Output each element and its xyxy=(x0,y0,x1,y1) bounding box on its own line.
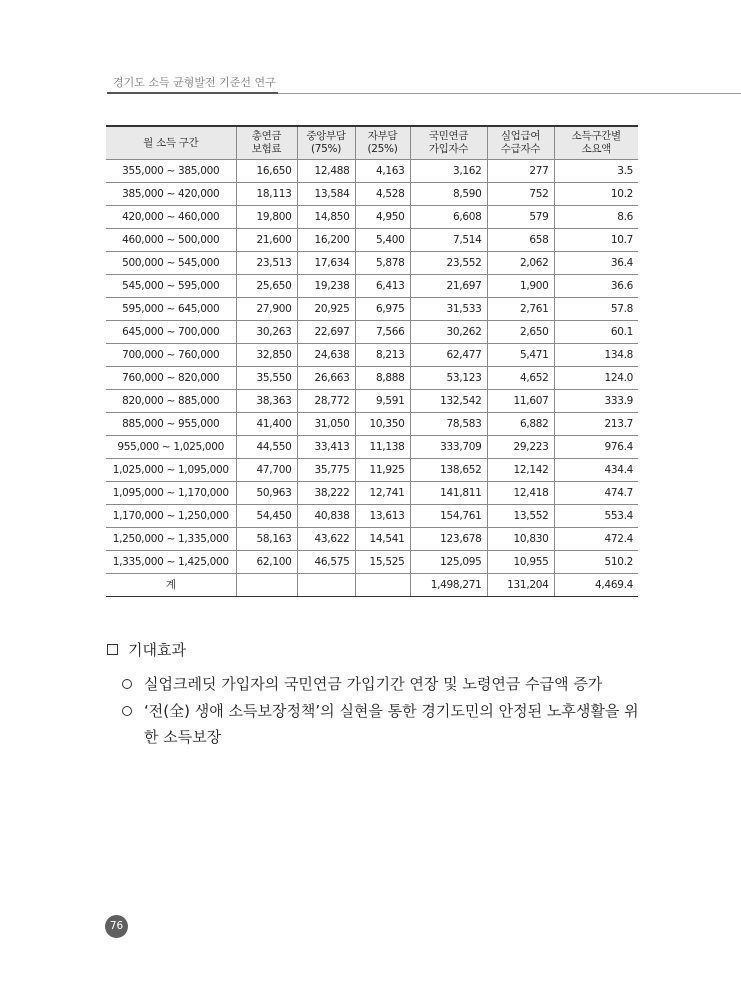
table-row xyxy=(106,160,638,183)
table-cell: 12,741 xyxy=(355,482,410,505)
column-header xyxy=(236,126,297,160)
column-header-line: (25%) xyxy=(367,143,398,155)
table-cell: 5,878 xyxy=(355,252,410,275)
income-range-cell: 1,025,000 ~ 1,095,000 xyxy=(106,459,236,482)
table-cell: 11,138 xyxy=(355,436,410,459)
header-rule xyxy=(278,93,741,94)
column-header-line: 중앙부담 xyxy=(306,130,346,142)
table-cell: 14,850 xyxy=(297,206,355,229)
table-cell: 124.0 xyxy=(554,367,638,390)
income-range-cell: 1,250,000 ~ 1,335,000 xyxy=(106,528,236,551)
table-cell: 579 xyxy=(487,206,554,229)
total-label: 계 xyxy=(106,574,236,597)
running-header: 경기도 소득 균형발전 기준선 연구 xyxy=(113,76,276,89)
table-cell: 277 xyxy=(487,160,554,183)
table-cell: 4,528 xyxy=(355,183,410,206)
header-rule-accent xyxy=(107,92,278,94)
table-row xyxy=(106,459,638,482)
income-range-cell: 595,000 ~ 645,000 xyxy=(106,298,236,321)
column-header xyxy=(487,126,554,160)
table-cell: 30,263 xyxy=(236,321,297,344)
table-header-row xyxy=(106,126,638,160)
table-cell: 32,850 xyxy=(236,344,297,367)
column-header-line: 소요액 xyxy=(581,143,612,155)
table-cell: 20,925 xyxy=(297,298,355,321)
table-row xyxy=(106,551,638,574)
table-cell: 60.1 xyxy=(554,321,638,344)
section-title: 기대효과 xyxy=(128,641,186,659)
column-header-line: 총연금 xyxy=(251,130,282,142)
column-header xyxy=(554,126,638,160)
table-cell: 1,900 xyxy=(487,275,554,298)
table-cell: 22,697 xyxy=(297,321,355,344)
income-range-cell: 885,000 ~ 955,000 xyxy=(106,413,236,436)
table-row xyxy=(106,252,638,275)
table-cell: 47,700 xyxy=(236,459,297,482)
table-cell: 6,882 xyxy=(487,413,554,436)
table-cell: 14,541 xyxy=(355,528,410,551)
table-cell: 21,600 xyxy=(236,229,297,252)
table-cell: 12,488 xyxy=(297,160,355,183)
table-cell: 5,471 xyxy=(487,344,554,367)
income-range-cell: 1,335,000 ~ 1,425,000 xyxy=(106,551,236,574)
column-header-line: 가입자수 xyxy=(428,143,469,155)
table-row xyxy=(106,206,638,229)
column-header xyxy=(297,126,355,160)
table-cell: 24,638 xyxy=(297,344,355,367)
table-cell: 27,900 xyxy=(236,298,297,321)
income-range-cell: 760,000 ~ 820,000 xyxy=(106,367,236,390)
table-row xyxy=(106,528,638,551)
column-header xyxy=(410,126,487,160)
table-cell: 35,550 xyxy=(236,367,297,390)
column-header xyxy=(355,126,410,160)
table-body xyxy=(106,160,638,597)
table-cell: 28,772 xyxy=(297,390,355,413)
total-cell xyxy=(297,574,355,597)
table-cell: 6,413 xyxy=(355,275,410,298)
table-cell: 62,477 xyxy=(410,344,487,367)
table-cell: 23,552 xyxy=(410,252,487,275)
bullet-item xyxy=(122,698,644,750)
table-cell: 2,062 xyxy=(487,252,554,275)
table-cell: 23,513 xyxy=(236,252,297,275)
table-cell: 36.4 xyxy=(554,252,638,275)
column-header-line: 수급자수 xyxy=(500,143,541,155)
table-row xyxy=(106,505,638,528)
table-cell: 46,575 xyxy=(297,551,355,574)
table-cell: 11,925 xyxy=(355,459,410,482)
total-cell xyxy=(355,574,410,597)
table-cell: 134.8 xyxy=(554,344,638,367)
table-cell: 10.2 xyxy=(554,183,638,206)
table-cell: 658 xyxy=(487,229,554,252)
table-cell: 13,552 xyxy=(487,505,554,528)
column-header-line: (75%) xyxy=(310,143,342,155)
income-bracket-table xyxy=(106,125,638,597)
table-cell: 38,363 xyxy=(236,390,297,413)
column-header-line: 보험료 xyxy=(251,143,282,155)
table-cell: 4,950 xyxy=(355,206,410,229)
table-cell: 7,566 xyxy=(355,321,410,344)
table-cell: 10.7 xyxy=(554,229,638,252)
table-cell: 29,223 xyxy=(487,436,554,459)
table-cell: 31,533 xyxy=(410,298,487,321)
table-cell: 38,222 xyxy=(297,482,355,505)
column-header-line: 월 소득 구간 xyxy=(143,136,199,149)
table-cell: 510.2 xyxy=(554,551,638,574)
table-cell: 26,663 xyxy=(297,367,355,390)
table-cell: 474.7 xyxy=(554,482,638,505)
table-cell: 33,413 xyxy=(297,436,355,459)
income-range-cell: 355,000 ~ 385,000 xyxy=(106,160,236,183)
table-cell: 8,590 xyxy=(410,183,487,206)
table-cell: 10,955 xyxy=(487,551,554,574)
column-header xyxy=(106,126,236,160)
table-cell: 78,583 xyxy=(410,413,487,436)
table-cell: 8,888 xyxy=(355,367,410,390)
circle-bullet-icon xyxy=(122,679,132,689)
table-cell: 154,761 xyxy=(410,505,487,528)
table-cell: 53,123 xyxy=(410,367,487,390)
table-cell: 141,811 xyxy=(410,482,487,505)
income-range-cell: 955,000 ~ 1,025,000 xyxy=(106,436,236,459)
income-range-cell: 645,000 ~ 700,000 xyxy=(106,321,236,344)
table-cell: 54,450 xyxy=(236,505,297,528)
table-cell: 41,400 xyxy=(236,413,297,436)
table-cell: 4,652 xyxy=(487,367,554,390)
table-row xyxy=(106,183,638,206)
income-range-cell: 385,000 ~ 420,000 xyxy=(106,183,236,206)
table-row xyxy=(106,436,638,459)
circle-bullet-icon xyxy=(122,706,132,716)
page-number: 76 xyxy=(105,915,128,938)
table-cell: 13,613 xyxy=(355,505,410,528)
table-cell: 30,262 xyxy=(410,321,487,344)
table-cell: 2,761 xyxy=(487,298,554,321)
column-header-line: 국민연금 xyxy=(428,130,469,142)
square-bullet-icon xyxy=(107,644,118,655)
table-cell: 62,100 xyxy=(236,551,297,574)
table-cell: 4,163 xyxy=(355,160,410,183)
table-cell: 333,709 xyxy=(410,436,487,459)
column-header-line: 소득구간별 xyxy=(571,130,621,142)
table-row xyxy=(106,390,638,413)
table-cell: 15,525 xyxy=(355,551,410,574)
table-cell: 50,963 xyxy=(236,482,297,505)
table-cell: 10,350 xyxy=(355,413,410,436)
total-cell: 1,498,271 xyxy=(410,574,487,597)
table-cell: 12,142 xyxy=(487,459,554,482)
table-cell: 44,550 xyxy=(236,436,297,459)
table-cell: 434.4 xyxy=(554,459,638,482)
income-range-cell: 420,000 ~ 460,000 xyxy=(106,206,236,229)
table-cell: 752 xyxy=(487,183,554,206)
table-cell: 2,650 xyxy=(487,321,554,344)
table-cell: 19,238 xyxy=(297,275,355,298)
income-range-cell: 700,000 ~ 760,000 xyxy=(106,344,236,367)
section-heading xyxy=(107,639,186,660)
table-cell: 19,800 xyxy=(236,206,297,229)
income-range-cell: 1,170,000 ~ 1,250,000 xyxy=(106,505,236,528)
table-cell: 213.7 xyxy=(554,413,638,436)
bullet-text: 실업크레딧 가입자의 국민연금 가입기간 연장 및 노령연금 수급액 증가 xyxy=(144,675,603,693)
income-range-cell: 500,000 ~ 545,000 xyxy=(106,252,236,275)
table-cell: 472.4 xyxy=(554,528,638,551)
total-cell xyxy=(236,574,297,597)
income-range-cell: 820,000 ~ 885,000 xyxy=(106,390,236,413)
bullet-text: ‘전(全) 생애 소득보장정책’의 실현을 통한 경기도민의 안정된 노후생활을 위한 소득보장 xyxy=(144,702,639,746)
column-header-line: 자부담 xyxy=(367,130,398,142)
bullet-item xyxy=(122,671,644,697)
table-cell: 16,200 xyxy=(297,229,355,252)
table-cell: 58,163 xyxy=(236,528,297,551)
table-cell: 13,584 xyxy=(297,183,355,206)
table-row xyxy=(106,229,638,252)
table-cell: 57.8 xyxy=(554,298,638,321)
table-row xyxy=(106,298,638,321)
total-cell: 4,469.4 xyxy=(554,574,638,597)
table-cell: 18,113 xyxy=(236,183,297,206)
table-cell: 43,622 xyxy=(297,528,355,551)
table-cell: 3.5 xyxy=(554,160,638,183)
table-cell: 6,608 xyxy=(410,206,487,229)
table-cell: 132,542 xyxy=(410,390,487,413)
table-cell: 976.4 xyxy=(554,436,638,459)
income-range-cell: 545,000 ~ 595,000 xyxy=(106,275,236,298)
column-header-line: 실업급여 xyxy=(500,130,541,142)
table-row xyxy=(106,482,638,505)
table-cell: 21,697 xyxy=(410,275,487,298)
table-row xyxy=(106,321,638,344)
table-cell: 123,678 xyxy=(410,528,487,551)
income-range-cell: 460,000 ~ 500,000 xyxy=(106,229,236,252)
table-cell: 12,418 xyxy=(487,482,554,505)
table-cell: 7,514 xyxy=(410,229,487,252)
income-range-cell: 1,095,000 ~ 1,170,000 xyxy=(106,482,236,505)
total-row xyxy=(106,574,638,597)
table-cell: 10,830 xyxy=(487,528,554,551)
table-cell: 125,095 xyxy=(410,551,487,574)
table-cell: 3,162 xyxy=(410,160,487,183)
table-cell: 25,650 xyxy=(236,275,297,298)
table-row xyxy=(106,367,638,390)
table-cell: 35,775 xyxy=(297,459,355,482)
table-cell: 553.4 xyxy=(554,505,638,528)
table-cell: 9,591 xyxy=(355,390,410,413)
table-cell: 8,213 xyxy=(355,344,410,367)
table-cell: 8.6 xyxy=(554,206,638,229)
table-cell: 16,650 xyxy=(236,160,297,183)
table-row xyxy=(106,413,638,436)
table-row xyxy=(106,275,638,298)
table-cell: 333.9 xyxy=(554,390,638,413)
table-cell: 5,400 xyxy=(355,229,410,252)
table-cell: 36.6 xyxy=(554,275,638,298)
table-row xyxy=(106,344,638,367)
total-cell: 131,204 xyxy=(487,574,554,597)
table-cell: 6,975 xyxy=(355,298,410,321)
table-cell: 31,050 xyxy=(297,413,355,436)
table-cell: 40,838 xyxy=(297,505,355,528)
table-cell: 11,607 xyxy=(487,390,554,413)
table-cell: 138,652 xyxy=(410,459,487,482)
table-cell: 17,634 xyxy=(297,252,355,275)
